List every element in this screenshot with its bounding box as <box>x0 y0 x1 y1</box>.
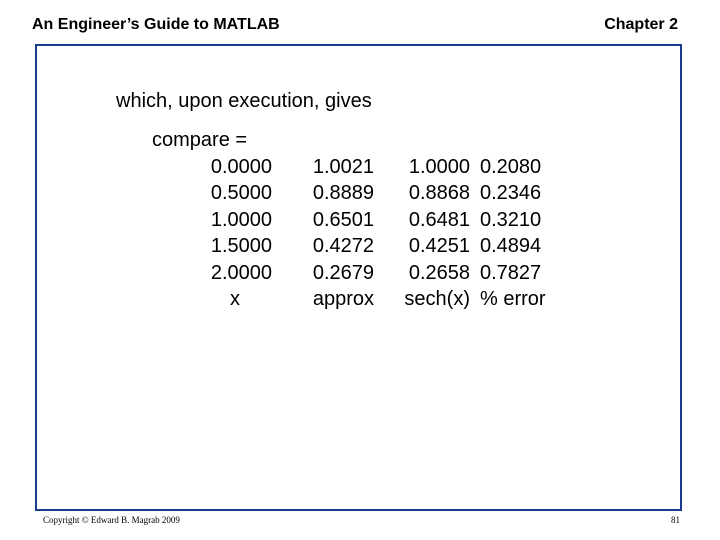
value-cell: 0.2080 <box>480 156 542 178</box>
value-cell: 1.0000 <box>210 208 272 231</box>
value-cell: 0.3210 <box>480 208 542 231</box>
value-cell: 0.2679 <box>312 261 374 284</box>
value-cell: 0.0000 <box>210 156 272 178</box>
compare-label: compare = <box>152 129 248 151</box>
value-cell: 1.0000 <box>408 156 470 178</box>
value-cell: 0.4272 <box>312 235 374 258</box>
column-error <box>480 154 570 312</box>
column-sech <box>384 154 470 312</box>
column-x <box>186 154 272 312</box>
value-cell: 0.6501 <box>312 208 374 231</box>
column-approx <box>290 154 374 312</box>
chapter-label: Chapter 2 <box>604 16 678 33</box>
value-cell: 0.2346 <box>480 182 542 205</box>
value-cell: 0.7827 <box>480 261 542 284</box>
book-title: An Engineer’s Guide to MATLAB <box>32 16 280 33</box>
column-label: % error <box>480 288 546 311</box>
copyright-notice: Copyright © Edward B. Magrab 2009 <box>43 515 180 525</box>
intro-text: which, upon execution, gives <box>116 90 372 112</box>
value-cell: 2.0000 <box>210 261 272 284</box>
value-cell: 0.4251 <box>408 235 470 258</box>
value-cell: 0.6481 <box>408 208 470 231</box>
value-cell: 1.0021 <box>312 156 374 178</box>
value-cell: 0.5000 <box>210 182 272 205</box>
column-label: x <box>230 288 240 311</box>
value-cell: 0.4894 <box>480 235 542 258</box>
page-number: 81 <box>671 515 680 525</box>
column-label: sech(x) <box>404 288 470 311</box>
value-cell: 0.8868 <box>408 182 470 205</box>
value-cell: 0.8889 <box>312 182 374 205</box>
value-cell: 1.5000 <box>210 235 272 258</box>
value-cell: 0.2658 <box>408 261 470 284</box>
column-label: approx <box>312 288 374 311</box>
